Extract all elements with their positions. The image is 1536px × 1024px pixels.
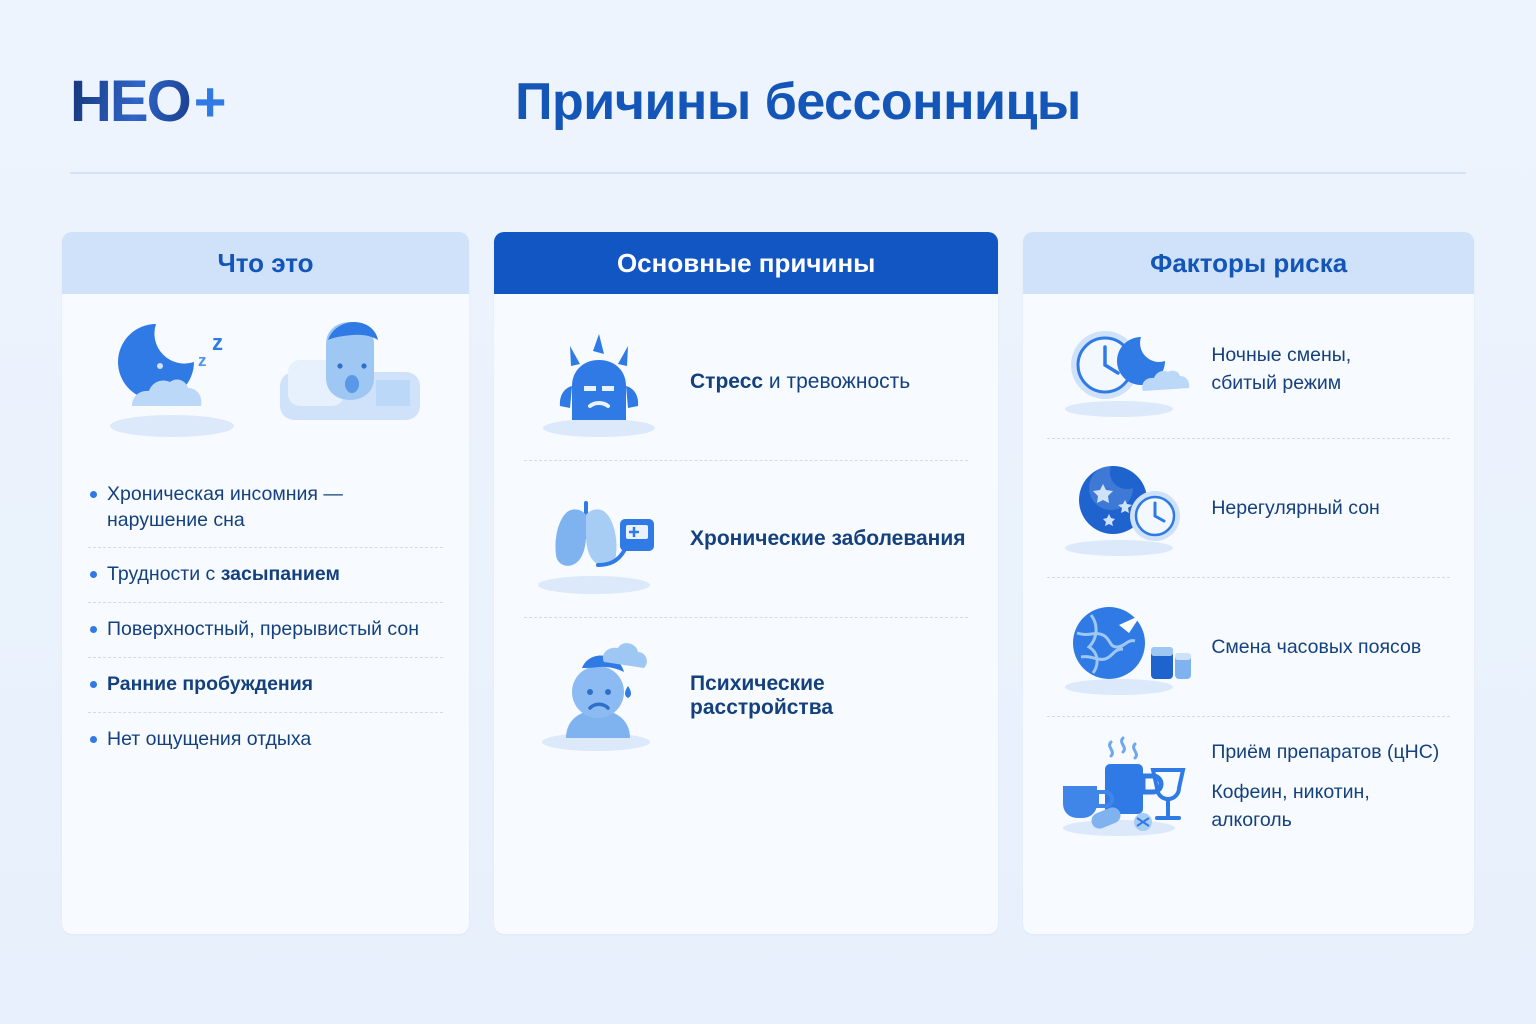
list-item-label: Хронические заболевания xyxy=(690,527,966,550)
header-divider xyxy=(70,172,1466,174)
list-item xyxy=(524,304,968,461)
moon-stars-clock-icon xyxy=(1047,456,1197,560)
list-item xyxy=(88,548,443,603)
column-what-heading: Что это xyxy=(62,232,469,294)
globe-pills-icon xyxy=(1047,595,1197,699)
risks-list xyxy=(1023,294,1474,855)
column-causes-heading: Основные причины xyxy=(494,232,998,294)
column-what-is-it xyxy=(62,232,469,934)
coffee-wine-pills-icon xyxy=(1047,734,1197,838)
columns-container xyxy=(62,232,1474,934)
list-item-label: Хроническая инсомния — нарушение сна xyxy=(107,483,343,531)
list-item xyxy=(88,603,443,658)
list-item-label: Ночные смены, сбитый режим xyxy=(1211,343,1352,394)
list-item-label: Стресс и тревожность xyxy=(690,370,911,393)
page-title: Причины бессонницы xyxy=(515,73,1081,131)
causes-list xyxy=(494,294,998,774)
list-item-label: Трудности с засыпанием xyxy=(107,563,340,586)
list-item-label: Смена часовых поясов xyxy=(1211,635,1422,658)
list-item xyxy=(524,461,968,618)
list-item xyxy=(1047,439,1450,578)
bullet-dot-icon xyxy=(90,626,97,633)
bullet-dot-icon xyxy=(90,681,97,688)
column-risk-factors xyxy=(1023,232,1474,934)
what-illustration xyxy=(62,294,469,464)
svg-text:z: z xyxy=(197,351,206,370)
list-item-label: Приём препаратов (цНС) Кофеин, никотин, алкоголь xyxy=(1211,740,1440,832)
list-item-label: Ранние пробуждения xyxy=(107,672,314,695)
list-item-label: Нерегулярный сон xyxy=(1211,496,1380,519)
list-item xyxy=(524,618,968,774)
page-header xyxy=(70,52,1466,152)
what-bullet-list xyxy=(62,464,469,766)
list-item xyxy=(88,713,443,767)
sleeping-person-icon xyxy=(270,314,430,444)
brand-logo xyxy=(70,69,300,134)
moon-zzz-icon xyxy=(102,314,252,444)
sad-person-cloud-icon xyxy=(524,638,674,754)
list-item xyxy=(1047,717,1450,855)
brand-logo-text: HEO xyxy=(70,69,190,134)
bullet-dot-icon xyxy=(90,491,97,498)
brand-logo-plus: + xyxy=(193,70,227,133)
bullet-dot-icon xyxy=(90,736,97,743)
list-item xyxy=(88,658,443,713)
column-risks-heading: Факторы риска xyxy=(1023,232,1474,294)
list-item xyxy=(1047,578,1450,717)
list-item-label: Поверхностный, прерывистый сон xyxy=(107,618,419,641)
list-item xyxy=(1047,300,1450,439)
list-item-label: Нет ощущения отдыха xyxy=(107,727,312,750)
clock-moon-icon xyxy=(1047,317,1197,421)
list-item xyxy=(88,468,443,548)
list-item-label: Психические расстройства xyxy=(690,672,834,719)
lungs-bloodpressure-icon xyxy=(524,481,674,597)
svg-text:z: z xyxy=(211,330,223,355)
bullet-dot-icon xyxy=(90,571,97,578)
column-main-causes xyxy=(494,232,998,934)
stressed-head-icon xyxy=(524,324,674,440)
